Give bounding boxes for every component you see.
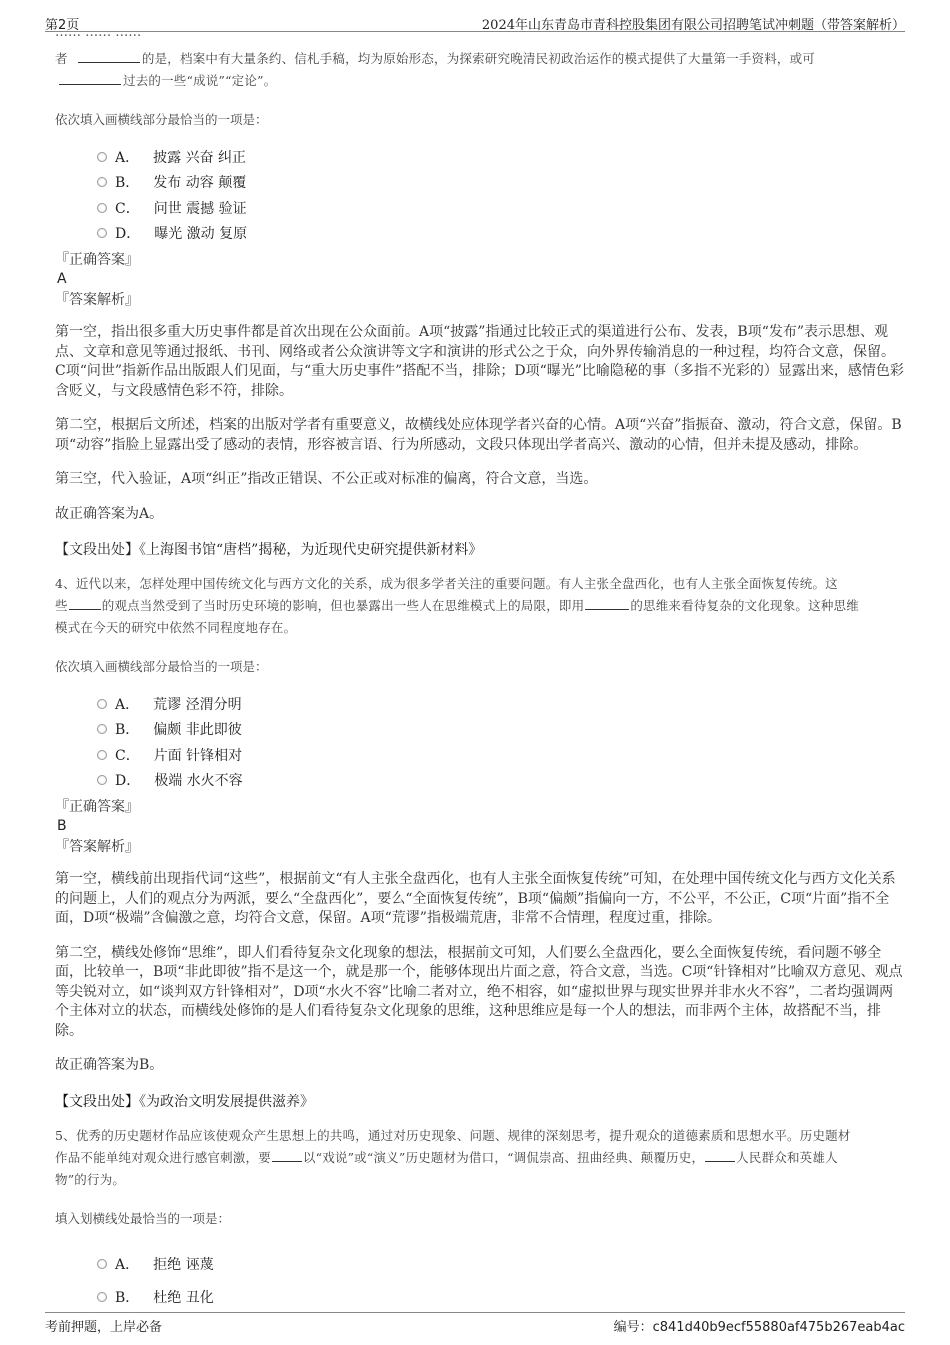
q4-source: 【文段出处】《为政治文明发展提供滋养》 [55, 1093, 314, 1110]
document-title: 2024年山东青岛市青科控股集团有限公司招聘笔试冲刺题（带答案解析） [481, 18, 905, 33]
radio-icon[interactable] [97, 203, 107, 213]
radio-icon[interactable] [97, 775, 107, 785]
q3-answer-label: 『正确答案』 [55, 252, 139, 268]
q3-stem [55, 48, 905, 92]
document-code: 编号：c841d40b9ecf55880af475b267eab4ac [613, 1320, 905, 1335]
page-content [55, 48, 905, 1310]
q4-blank-1 [69, 596, 101, 610]
q3-blank-1 [78, 49, 140, 63]
radio-icon[interactable] [97, 750, 107, 760]
q3-option-c[interactable]: C． 问世 震撼 验证 [97, 195, 905, 221]
q3-analysis-conclusion: 故正确答案为A。 [55, 505, 164, 522]
q4-stem [55, 573, 905, 639]
q4-answer-label: 『正确答案』 [55, 799, 139, 815]
q4-analysis-2: 第二空，横线处修饰“思维”，即人们看待复杂文化现象的想法，根据前文可知，人们要么全盘西化，要么全面恢复传统，看问题不够全面，比较单一，B项“非此即彼”指不是这一个，就是那一个，能够体现出片面之意，符合文意，当选。C项“针锋相对”比喻双方意见、观点等尖锐对立，如“谈判双方针锋相对”，D项“水火不容”比喻二者对立，绝不相容，如“虚拟世界与现实世界并非水火不容”，二者均强调两个主体对立的状态，而横线处修饰的是人们看待复杂文化现象的思维，这种思维应是每一个人的想法，而非两个主体，故搭配不当，排除。 [55, 944, 903, 1039]
cut-off-text [55, 33, 905, 39]
q4-prompt: 依次填入画横线部分最恰当的一项是： [55, 659, 268, 674]
q4-stem-line3: 模式在今天的研究中依然不同程度地存在。 [55, 620, 297, 635]
q4-blank-2 [585, 596, 629, 610]
q4-option-a[interactable]: A． 荒谬 泾渭分明 [97, 691, 905, 717]
q4-stem-line1: 4、近代以来，怎样处理中国传统文化与西方文化的关系，成为很多学者关注的重要问题。有人主张全盘西化，也有人主张全面恢复传统。这 [55, 576, 838, 591]
q3-stem-line1: 者 的是，档案中有大量条约、信札手稿，均为原始形态，为探索研究晚清民初政治运作的模式提供了大量第一手资料，或可 [55, 51, 815, 66]
radio-icon[interactable] [97, 1292, 107, 1302]
q3-option-a[interactable]: A． 披露 兴奋 纠正 [97, 144, 905, 170]
radio-icon[interactable] [97, 177, 107, 187]
q3-stem-line2: 过去的一些“成说”“定论”。 [55, 70, 905, 92]
q5-stem-line3: 物”的行为。 [55, 1171, 126, 1187]
q4-analysis-conclusion: 故正确答案为B。 [55, 1057, 164, 1073]
q3-analysis-1: 第一空，指出很多重大历史事件都是首次出现在公众面前。A项“披露”指通过比较正式的渠道进行公布、发表，B项“发布”表示思想、观点、文章和意见等通过报纸、书刊、网络或者公众演讲等文字和演讲的形式公之于众，向外界传输消息的一种过程，均符合文意，保留。C项“问世”指新作品出版跟人们见面，与“重大历史事件”搭配不当，排除；D项“曝光”比喻隐秘的事（多指不光彩的）显露出来，感情色彩含贬义，与文段感情色彩不符，排除。 [55, 324, 904, 399]
q5-blank-2 [705, 1148, 735, 1162]
q4-option-b[interactable]: B． 偏颇 非此即彼 [97, 717, 905, 743]
q4-analysis-label: 『答案解析』 [55, 839, 139, 855]
radio-icon[interactable] [97, 152, 107, 162]
q5-stem-line1: 5、优秀的历史题材作品应该使观众产生思想上的共鸣，通过对历史现象、问题、规律的深刻思考，提升观众的道德素质和思想水平。历史题材 [55, 1127, 851, 1143]
footer-slogan: 考前押题，上岸必备 [45, 1320, 163, 1335]
q3-option-b[interactable]: B． 发布 动容 颠覆 [97, 170, 905, 196]
q3-answer: A [57, 271, 67, 287]
q4-options [97, 691, 905, 793]
q4-option-d[interactable]: D． 极端 水火不容 [97, 768, 905, 794]
q5-option-b[interactable]: B． 杜绝 丑化 [97, 1285, 905, 1311]
q3-blank-2 [59, 71, 121, 85]
page-footer [45, 1312, 905, 1335]
q4-stem-line2: 些 的观点当然受到了当时历史环境的影响，但也暴露出一些人在思维模式上的局限，即用 的思维来看待复杂的文化现象。这种思维 [55, 598, 859, 613]
radio-icon[interactable] [97, 724, 107, 734]
q4-analysis-1: 第一空，横线前出现指代词“这些”，根据前文“有人主张全盘西化，也有人主张全面恢复传统”可知，在处理中国传统文化与西方文化关系的问题上，人们的观点分为两派，要么“全盘西化”，要么“全面恢复传统”，B项“偏颇”指偏向一方，不公平，不公正，C项“片面”指不全面，D项“极端”含偏激之意，均符合文意，保留。A项“荒谬”指极端荒唐，非常不合情理，程度过重，排除。 [55, 871, 896, 926]
radio-icon[interactable] [97, 1259, 107, 1269]
q3-options [97, 144, 905, 246]
page-header [45, 10, 905, 32]
q3-analysis-label: 『答案解析』 [55, 292, 139, 308]
q4-option-c[interactable]: C． 片面 针锋相对 [97, 742, 905, 768]
q5-blank-1 [272, 1148, 302, 1162]
radio-icon[interactable] [97, 699, 107, 709]
page-number: 第2页 [45, 18, 80, 33]
radio-icon[interactable] [97, 228, 107, 238]
q5-options [97, 1243, 905, 1311]
q5-prompt: 填入划横线处最恰当的一项是： [55, 1210, 231, 1226]
q5-option-a[interactable]: A． 拒绝 诬蔑 [97, 1243, 905, 1285]
q3-option-d[interactable]: D． 曝光 激动 复原 [97, 221, 905, 247]
cut-off-line [55, 33, 905, 41]
q4-answer: B [57, 818, 67, 834]
q3-prompt: 依次填入画横线部分最恰当的一项是： [55, 112, 268, 127]
q3-analysis-2: 第二空，根据后文所述，档案的出版对学者有重要意义，故横线处应体现学者兴奋的心情。A项“兴奋”指振奋、激动，符合文意，保留。B项“动容”指脸上显露出受了感动的表情，形容被言语、行为所感动，文段只体现出学者高兴、激动的心情，但并未提及感动，排除。 [55, 417, 902, 453]
q3-source: 【文段出处】《上海图书馆“唐档”揭秘，为近现代史研究提供新材料》 [55, 542, 483, 558]
q5-stem-line2: 作品不能单纯对观众进行感官刺激，要 以“戏说”或“演义”历史题材为借口，“调侃崇高、扭曲经典、颠覆历史， 人民群众和英雄人 [55, 1149, 838, 1165]
q3-analysis-3: 第三空，代入验证，A项“纠正”指改正错误、不公正或对标准的偏离，符合文意，当选。 [55, 471, 598, 487]
q5-stem [55, 1125, 905, 1191]
